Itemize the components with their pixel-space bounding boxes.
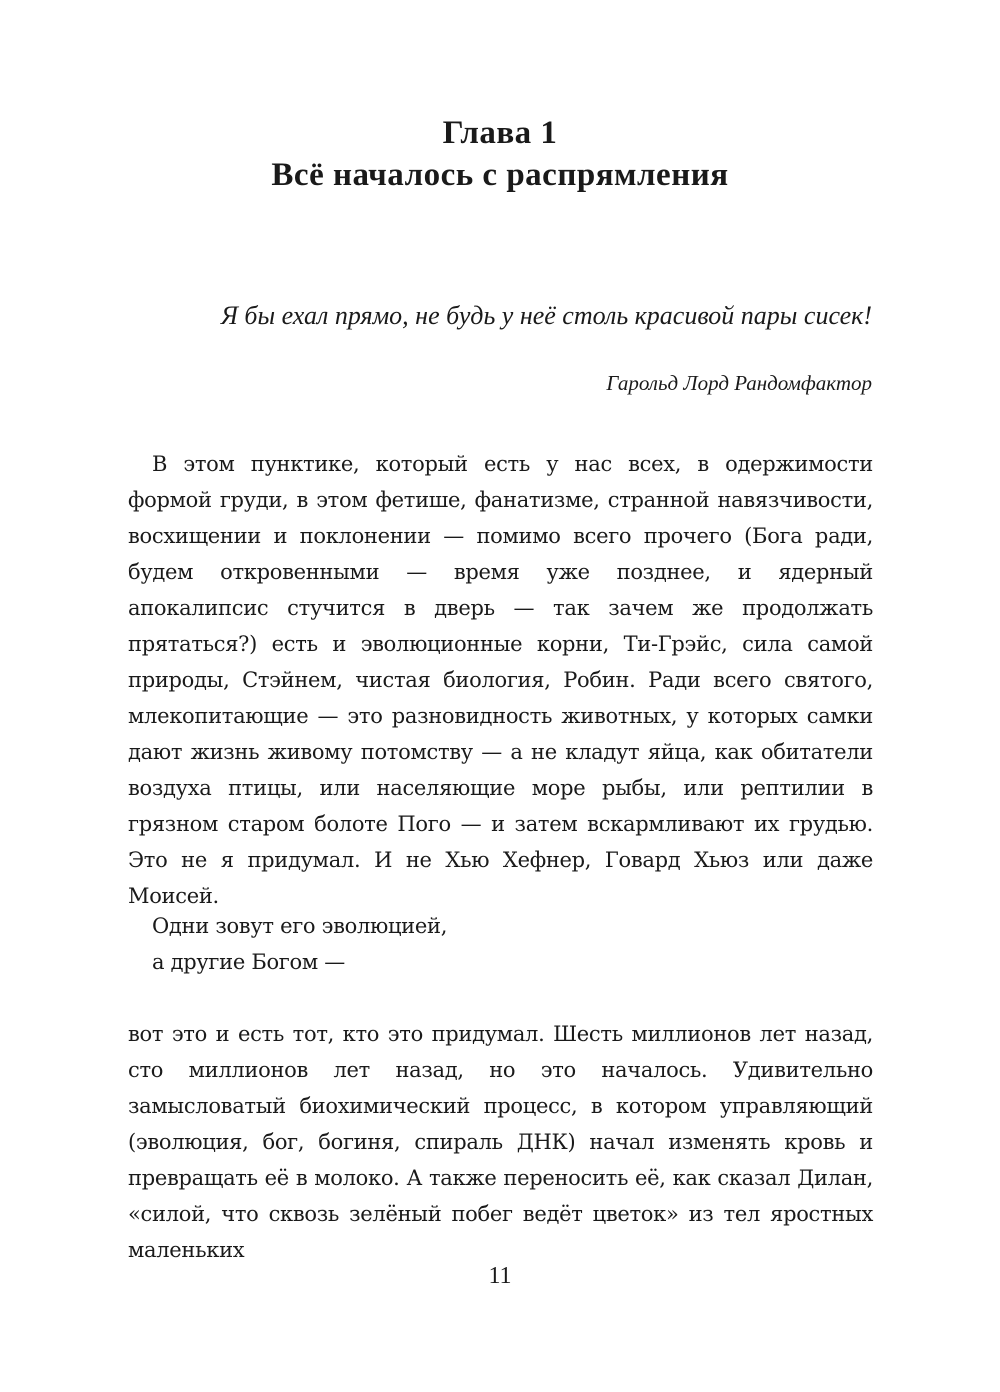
epigraph-author: Гарольд Лорд Рандомфактор [606,371,872,395]
epigraph [112,296,872,398]
epigraph-quote: Я бы ехал прямо, не будь у неё столь красивой пары сисек! [220,301,872,330]
body-paragraph-1-container [128,446,873,914]
verse-line-1: Одни зовут его эволюцией, [152,914,448,938]
chapter-heading [0,112,1000,196]
chapter-number: Глава 1 [442,115,558,151]
body-paragraph-1: В этом пунктике, который есть у нас всех, в одержимости формой груди, в этом фетише, фанатизме, странной навязчивости, восхищении и поклонении — помимо всего прочего (Бога ради, будем откровенными — время уже позднее, и ядерный апокалипсис стучится в дверь — так зачем же продолжать прятаться?) есть и эволюционные корни, Ти-Грэйс, сила самой природы, Стэйнем, чистая биология, Робин. Ради всего святого, млекопитающие — это разновидность животных, у которых самки дают жизнь живому потомству — а не кладут яйца, как обитатели воздуха птицы, или населяющие море рыбы, или рептилии в грязном старом болоте Пого — и затем вскармливают их грудью. Это не я придумал. И не Хью Хефнер, Говард Хьюз или даже Моисей. [128,452,873,908]
body-paragraph-2-container [128,1016,873,1268]
body-paragraph-2: вот это и есть тот, кто это придумал. Шесть миллионов лет назад, сто миллионов лет назад, но это началось. Удивительно замысловатый биохимический процесс, в котором управляющий (эволюция, бог, богиня, спираль ДНК) начал изменять кровь и превращать её в молоко. А также переносить её, как сказал Дилан, «силой, что сквозь зелёный побег ведёт цветок» из тел яростных маленьких [128,1022,873,1262]
chapter-title: Всё началось с распрямления [271,157,729,193]
page-number: 11 [488,1263,512,1289]
verse-line-2: а другие Богом — [152,950,345,974]
verse-block [152,908,447,980]
